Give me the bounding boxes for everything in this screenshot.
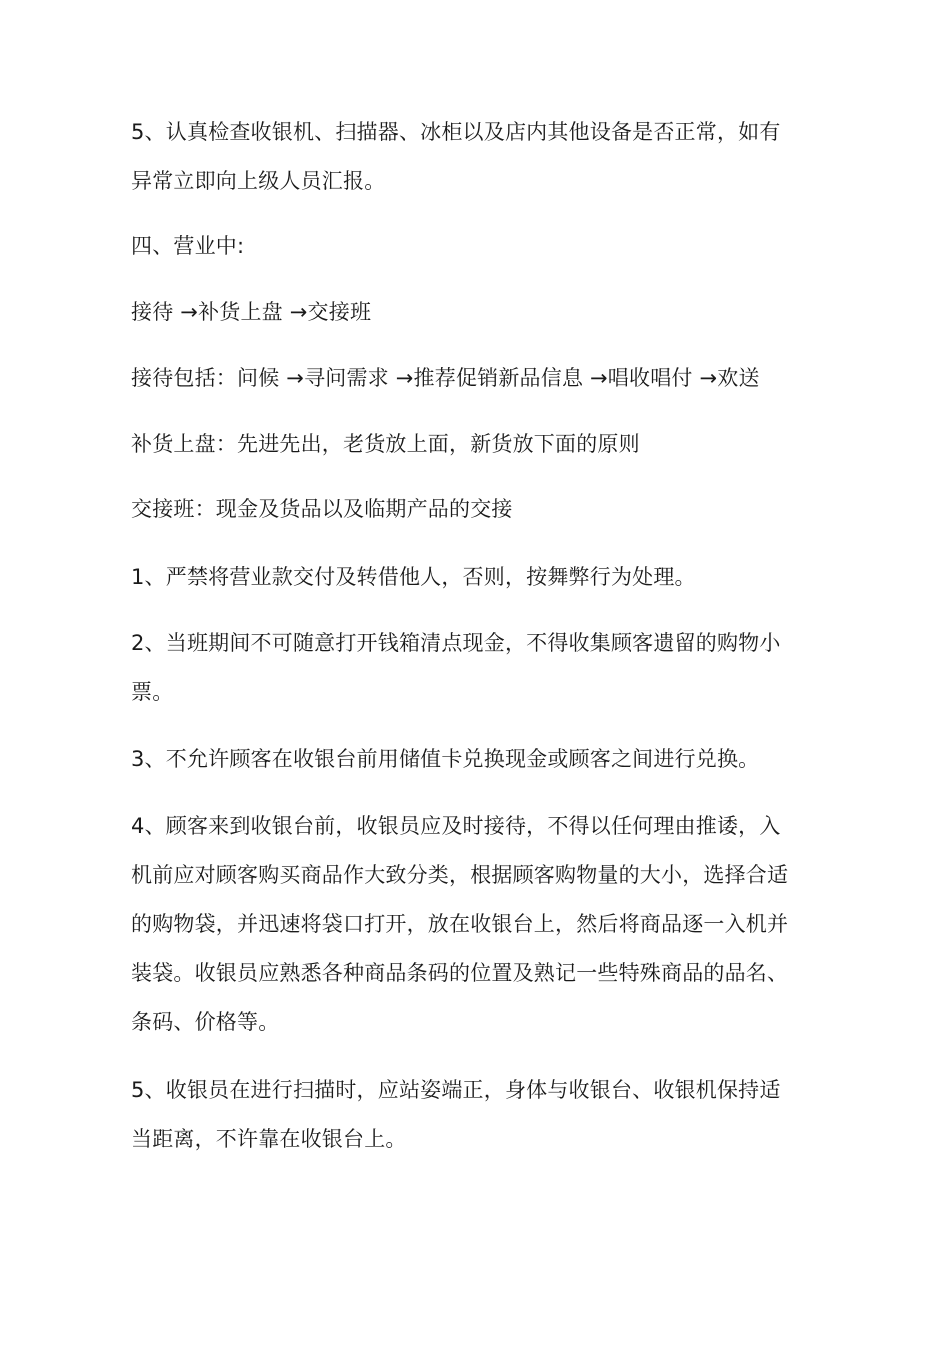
rule-1: 1、严禁将营业款交付及转借他人，否则，按舞弊行为处理。: [131, 565, 696, 589]
paragraph-restock: 补货上盘：先进先出，老货放上面，新货放下面的原则: [131, 432, 640, 456]
section-heading-in-business: 四、营业中:: [131, 234, 245, 258]
rule-5: 5、收银员在进行扫描时，应站姿端正，身体与收银台、收银机保持适当距离，不许靠在收银台上。: [131, 1078, 781, 1151]
paragraph-reception: 接待包括：问候 →寻问需求 →推荐促销新品信息 →唱收唱付 →欢送: [131, 366, 760, 390]
rule-3: 3、不允许顾客在收银台前用储值卡兑换现金或顾客之间进行兑换。: [131, 747, 760, 771]
rule-2: 2、当班期间不可随意打开钱箱清点现金，不得收集顾客遗留的购物小票。: [131, 631, 781, 704]
paragraph-workflow: 接待 →补货上盘 →交接班: [131, 300, 372, 324]
paragraph-handover: 交接班：现金及货品以及临期产品的交接: [131, 497, 513, 521]
rule-4: 4、顾客来到收银台前，收银员应及时接待，不得以任何理由推诿，入机前应对顾客购买商品作大致分类，根据顾客购物量的大小，选择合适的购物袋，并迅速将袋口打开，放在收银台上，然后将商品逐一入机并装袋。收银员应熟悉各种商品条码的位置及熟记一些特殊商品的品名、条码、价格等。: [131, 814, 789, 1034]
paragraph-equipment-check: 5、认真检查收银机、扫描器、冰柜以及店内其他设备是否正常，如有异常立即向上级人员汇报。: [131, 120, 781, 193]
